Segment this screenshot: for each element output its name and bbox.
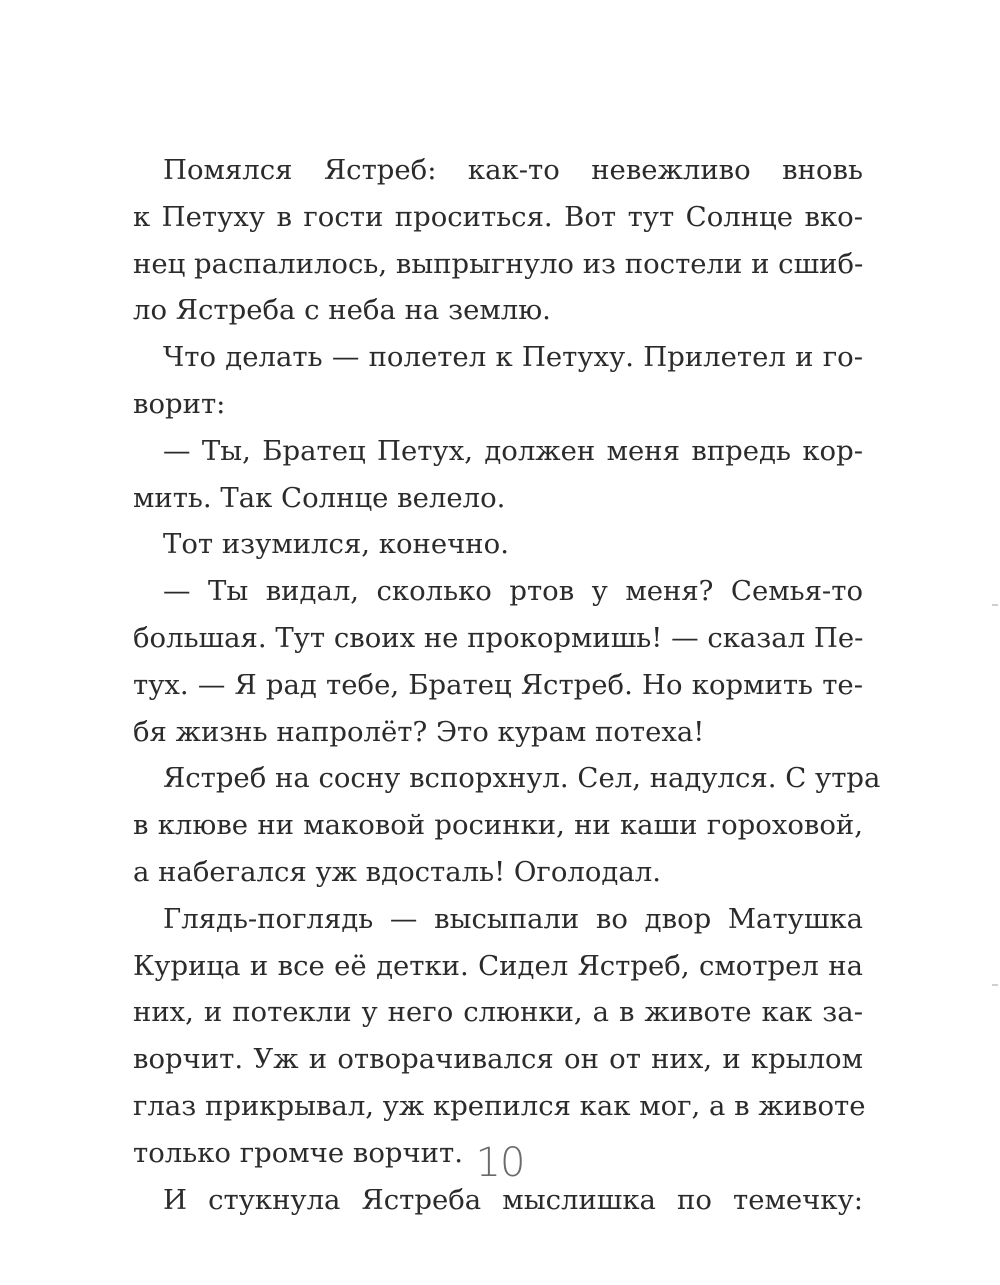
page-body-text <box>133 147 881 1223</box>
text-line: мить. Так Солнце велело. <box>133 481 506 514</box>
text-line: тух. — Я рад тебе, Братец Ястреб. Но кормить те- <box>133 668 863 701</box>
text-line: ворчит. Уж и отворачивался он от них, и крылом <box>133 1043 863 1076</box>
text-line: большая. Тут своих не прокормишь! — сказал Пе- <box>133 621 864 654</box>
text-line: ло Ястреба с неба на землю. <box>133 294 551 327</box>
text-line: нец распалилось, выпрыгнуло из постели и сшиб- <box>133 247 864 280</box>
text-line: Ястреб на сосну вспорхнул. Сел, надулся. С утра <box>163 762 881 795</box>
text-line: Глядь-поглядь — высыпали во двор Матушка <box>163 902 863 935</box>
text-line: в клюве ни маковой росинки, ни каши гороховой, <box>133 809 863 842</box>
page-number: 10 <box>475 1140 525 1186</box>
text-line: И стукнула Ястреба мыслишка по темечку: <box>163 1183 863 1216</box>
text-line: бя жизнь напролёт? Это курам потеха! <box>133 715 705 748</box>
text-line: ворит: <box>133 387 226 420</box>
text-line: Тот изумился, конечно. <box>163 528 509 561</box>
text-line: к Петуху в гости проситься. Вот тут Солнце вко- <box>133 200 863 233</box>
text-line: них, и потекли у него слюнки, а в животе как за- <box>133 996 863 1029</box>
text-line: — Ты, Братец Петух, должен меня впредь кор- <box>163 434 863 467</box>
text-line: Помялся Ястреб: как-то невежливо вновь <box>163 154 863 186</box>
text-line: Что делать — полетел к Петуху. Прилетел и го- <box>163 341 863 374</box>
text-line: только громче ворчит. <box>133 1136 463 1169</box>
text-line: — Ты видал, сколько ртов у меня? Семья-то <box>163 575 863 608</box>
scan-artifact-mark <box>992 984 998 986</box>
text-line: Курица и все её детки. Сидел Ястреб, смотрел на <box>133 949 863 982</box>
text-line: а набегался уж вдосталь! Оголодал. <box>133 855 661 888</box>
scan-artifact-mark <box>992 604 998 606</box>
text-line: глаз прикрывал, уж крепился как мог, а в животе <box>133 1089 866 1122</box>
